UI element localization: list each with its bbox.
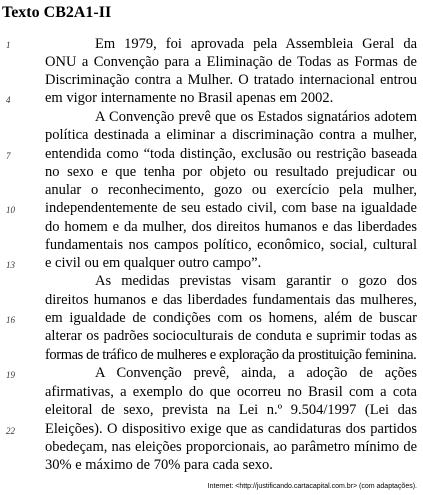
text-line: independentemente de seu estado civil, com base na igualdade bbox=[45, 200, 417, 216]
text-line: A Convenção prevê que os Estados signatários adotem bbox=[95, 109, 417, 125]
text-line: anular o reconhecimento, gozo ou exercício pela mulher, bbox=[45, 182, 417, 198]
line-number: 13 bbox=[6, 260, 15, 270]
text-line: As medidas previstas visam garantir o gozo dos bbox=[95, 273, 417, 289]
text-line: Em 1979, foi aprovada pela Assembleia Geral da bbox=[95, 36, 417, 52]
source-citation: Internet: <http://justificando.cartacapital.com.br> (com adaptações). bbox=[207, 483, 417, 490]
text-line: 30% e máximo de 70% para cada sexo. bbox=[45, 457, 273, 473]
text-line: política destinada a eliminar a discriminação contra a mulher, bbox=[45, 127, 417, 143]
text-line: e civil ou em qualquer outro campo”. bbox=[45, 255, 262, 271]
text-line: em vigor internamente no Brasil apenas em 2002. bbox=[45, 90, 334, 106]
text-line: Eleições). O dispositivo exige que as candidaturas dos partidos bbox=[45, 421, 417, 437]
text-line: alterar os padrões socioculturais de conduta e suprimir todas as bbox=[45, 328, 417, 344]
line-number: 16 bbox=[6, 315, 15, 325]
text-line: entendida como “toda distinção, exclusão ou restrição baseada bbox=[45, 146, 417, 162]
text-line: fundamentais nos campos político, econômico, social, cultural bbox=[45, 237, 417, 253]
line-number: 4 bbox=[6, 95, 11, 105]
text-line: do homem e da mulher, dos direitos humanos e das liberdades bbox=[45, 219, 417, 235]
line-number: 19 bbox=[6, 370, 15, 380]
text-line: afirmativas, a exemplo do que ocorreu no Brasil com a cota bbox=[45, 384, 417, 400]
line-number: 7 bbox=[6, 151, 11, 161]
text-line: em igualdade de condições com os homens, além de buscar bbox=[45, 310, 417, 326]
text-line: no sexo e que tenha por objeto ou resultado prejudicar ou bbox=[45, 164, 417, 180]
text-line: Discriminação contra a Mulher. O tratado internacional entrou bbox=[45, 72, 417, 88]
text-line: eleitoral de sexo, prevista na Lei n.º 9.504/1997 (Lei das bbox=[45, 402, 417, 418]
line-number: 1 bbox=[6, 40, 11, 50]
text-line: formas de tráfico de mulheres e exploração da prostituição feminina. bbox=[45, 347, 417, 363]
text-title: Texto CB2A1-II bbox=[2, 4, 112, 21]
text-line: A Convenção prevê, ainda, a adoção de ações bbox=[95, 365, 417, 381]
text-line: obedeçam, nas eleições proporcionais, ao parâmetro mínimo de bbox=[45, 439, 417, 455]
line-number: 10 bbox=[6, 205, 15, 215]
text-line: direitos humanos e das liberdades fundamentais das mulheres, bbox=[45, 292, 417, 308]
text-line: ONU a Convenção para a Eliminação de Todas as Formas de bbox=[45, 54, 417, 70]
line-number: 22 bbox=[6, 426, 15, 436]
